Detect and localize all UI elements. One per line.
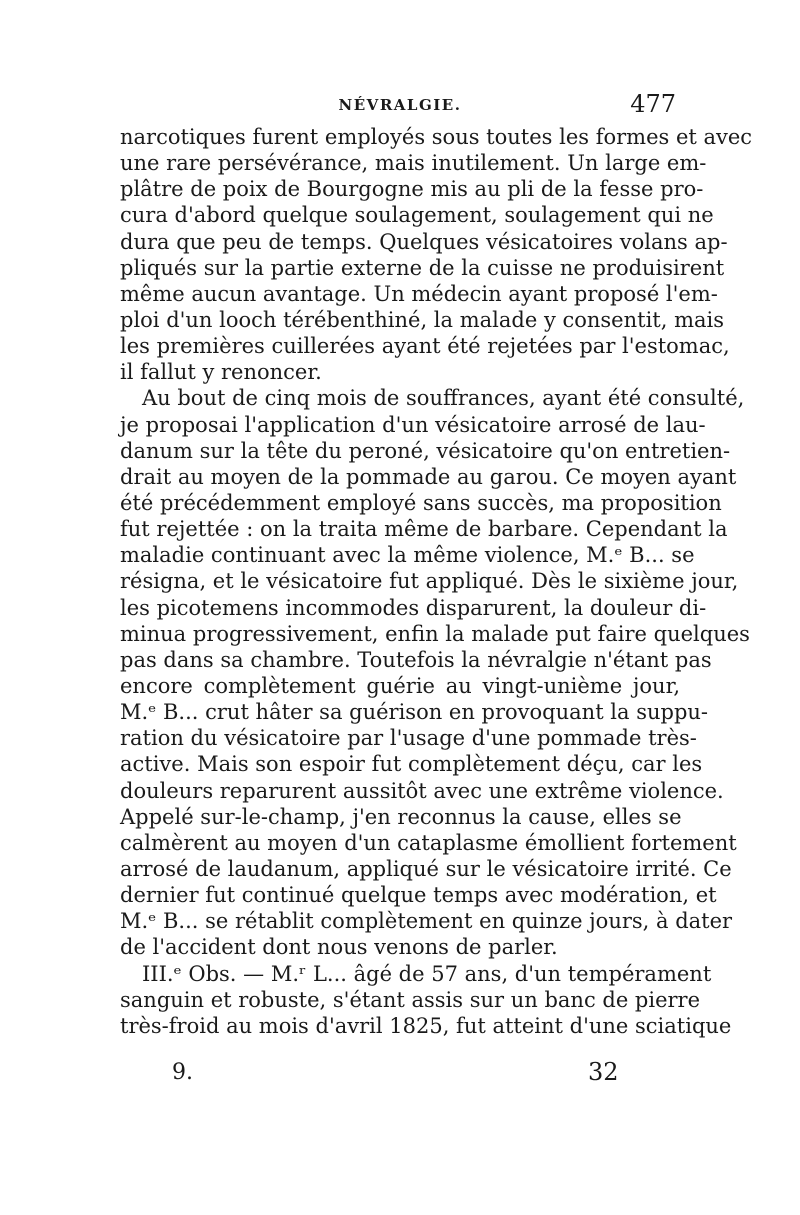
text-line: M.ᵉ B... crut hâter sa guérison en provoquant la suppu-: [120, 700, 709, 725]
text-line: danum sur la tête du peroné, vésicatoire qu'on entretien-: [120, 438, 731, 463]
text-line: M.ᵉ B... se rétablit complètement en quinze jours, à dater: [120, 909, 733, 934]
text-line: encore complètement guérie au vingt-unième jour,: [120, 673, 680, 698]
text-line: pas dans sa chambre. Toutefois la névralgie n'étant pas: [120, 647, 712, 672]
text-line: narcotiques furent employés sous toutes les formes et avec: [120, 125, 753, 149]
text-line: minua progressivement, enfin la malade put faire quelques: [120, 621, 750, 646]
page-number: 477: [630, 90, 676, 118]
text-line: il fallut y renoncer.: [120, 360, 322, 385]
text-line: active. Mais son espoir fut complètement déçu, car les: [120, 752, 703, 777]
text-line: calmèrent au moyen d'un cataplasme émollient fortement: [120, 830, 737, 855]
text-line: je proposai l'application d'un vésicatoire arrosé de lau-: [120, 412, 706, 437]
text-line: ploi d'un looch térébenthiné, la malade y consentit, mais: [120, 307, 725, 332]
signature-mark: 9.: [172, 1060, 193, 1085]
text-line: cura d'abord quelque soulagement, soulagement qui ne: [120, 203, 714, 228]
text-line: de l'accident dont nous venons de parler.: [120, 935, 558, 960]
text-line: ration du vésicatoire par l'usage d'une pommade très-: [120, 726, 697, 751]
text-line: très-froid au mois d'avril 1825, fut atteint d'une sciatique: [120, 1013, 732, 1038]
sheet-number: 32: [588, 1058, 619, 1086]
text-line: été précédemment employé sans succès, ma proposition: [120, 490, 722, 515]
running-title: NÉVRALGIE.: [338, 96, 462, 114]
text-line: fut rejettée : on la traita même de barbare. Cependant la: [120, 517, 728, 542]
text-line: III.ᵉ Obs. — M.ʳ L... âgé de 57 ans, d'un tempérament: [142, 961, 712, 986]
text-line: Au bout de cinq mois de souffrances, ayant été consulté,: [142, 386, 745, 411]
text-line: dura que peu de temps. Quelques vésicatoires volans ap-: [120, 229, 728, 254]
text-line: les premières cuillerées ayant été rejetées par l'estomac,: [120, 334, 730, 359]
text-line: dernier fut continué quelque temps avec modération, et: [120, 883, 717, 908]
text-line: sanguin et robuste, s'étant assis sur un banc de pierre: [120, 987, 701, 1012]
text-line: une rare persévérance, mais inutilement. Un large em-: [120, 151, 707, 176]
text-line: arrosé de laudanum, appliqué sur le vésicatoire irrité. Ce: [120, 856, 732, 881]
text-line: les picotemens incommodes disparurent, la douleur di-: [120, 595, 707, 620]
text-line: douleurs reparurent aussitôt avec une extrême violence.: [120, 778, 724, 803]
text-line: plâtre de poix de Bourgogne mis au pli de la fesse pro-: [120, 177, 704, 202]
running-head: [120, 90, 680, 120]
text-line: résigna, et le vésicatoire fut appliqué. Dès le sixième jour,: [120, 569, 739, 594]
body-text: [120, 124, 753, 1039]
text-line: maladie continuant avec la même violence, M.ᵉ B... se: [120, 543, 695, 568]
text-line: pliqués sur la partie externe de la cuisse ne produisirent: [120, 255, 725, 280]
text-line: Appelé sur-le-champ, j'en reconnus la cause, elles se: [120, 804, 682, 829]
text-line: drait au moyen de la pommade au garou. Ce moyen ayant: [120, 464, 737, 489]
text-line: même aucun avantage. Un médecin ayant proposé l'em-: [120, 281, 718, 306]
